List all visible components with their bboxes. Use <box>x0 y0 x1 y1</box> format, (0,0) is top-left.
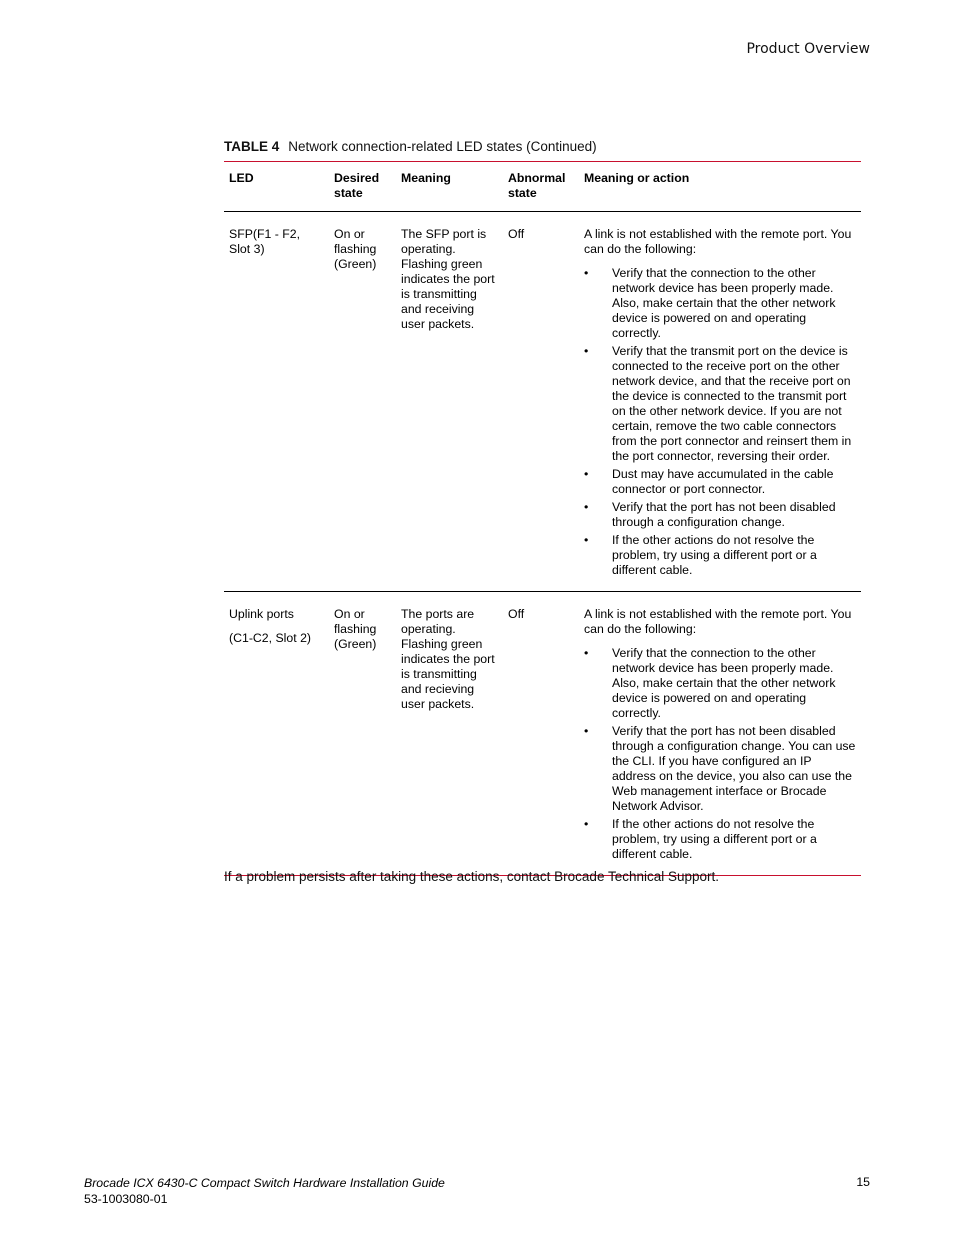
bullet-icon: • <box>584 646 589 660</box>
action-text: Verify that the port has not been disabled through a configuration change. You can use the CLI. If you have configured an IP address on the device, you also can use the Web management interface or Brocade Network Advisor. <box>612 724 856 813</box>
led-name: SFP(F1 - F2, Slot 3) <box>229 227 301 256</box>
bullet-icon: • <box>584 500 589 514</box>
table-label: TABLE 4 <box>224 139 280 154</box>
column-header-abnormal-state: Abnormal state <box>508 171 566 200</box>
action-list <box>584 266 856 578</box>
column-header-meaning: Meaning <box>401 171 451 185</box>
bullet-icon: • <box>584 344 589 358</box>
cell-meaning-or-action <box>579 212 861 592</box>
action-item <box>584 533 856 578</box>
page-number: 15 <box>856 1175 870 1189</box>
running-header: Product Overview <box>746 41 870 57</box>
action-intro: A link is not established with the remote port. You can do the following: <box>584 607 852 636</box>
action-intro: A link is not established with the remote port. You can do the following: <box>584 227 852 256</box>
action-list <box>584 646 856 862</box>
cell-meaning: The ports are operating. Flashing green indicates the port is transmitting and recieving user packets. <box>401 607 495 711</box>
action-text: Dust may have accumulated in the cable connector or port connector. <box>612 467 834 496</box>
cell-led <box>224 212 329 592</box>
action-text: Verify that the port has not been disabled through a configuration change. <box>612 500 836 529</box>
footer-guide-title: Brocade ICX 6430-C Compact Switch Hardware Installation Guide <box>84 1176 445 1190</box>
action-item <box>584 344 856 464</box>
action-text: Verify that the connection to the other network device has been properly made. Also, make certain that the other network device is powered on and operating correctly. <box>612 266 836 340</box>
table-row <box>224 592 861 876</box>
cell-meaning-or-action <box>579 592 861 876</box>
led-name: Uplink ports <box>229 607 294 621</box>
footer-doc-number: 53-1003080-01 <box>84 1192 168 1206</box>
action-text: If the other actions do not resolve the problem, try using a different port or a different cable. <box>612 533 817 577</box>
footer <box>84 1175 445 1207</box>
table-header-row <box>224 162 861 212</box>
column-header-meaning-or-action: Meaning or action <box>584 171 690 185</box>
cell-abnormal-state: Off <box>508 607 525 621</box>
action-item <box>584 724 856 814</box>
action-item <box>584 467 856 497</box>
action-text: Verify that the transmit port on the device is connected to the receive port on the other network device, and that the receive port on the device is connected to the transmit port on the other network device. If you are not certain, remove the two cable connectors from the port connector and reinsert them in the port connector, reversing their order. <box>612 344 852 463</box>
table-caption <box>224 139 597 154</box>
table-title: Network connection-related LED states (Continued) <box>288 139 597 154</box>
column-header-led: LED <box>229 171 254 185</box>
led-states-table <box>224 161 861 876</box>
bullet-icon: • <box>584 533 589 547</box>
support-note: If a problem persists after taking these actions, contact Brocade Technical Support. <box>224 869 720 884</box>
action-item <box>584 817 856 862</box>
bullet-icon: • <box>584 266 589 280</box>
cell-meaning: The SFP port is operating. Flashing green indicates the port is transmitting and receiving user packets. <box>401 227 495 331</box>
action-item <box>584 266 856 341</box>
action-item <box>584 500 856 530</box>
cell-abnormal-state: Off <box>508 227 525 241</box>
bullet-icon: • <box>584 724 589 738</box>
table-row <box>224 212 861 592</box>
cell-led <box>224 592 329 876</box>
cell-desired-state: On or flashing (Green) <box>334 607 377 651</box>
action-text: If the other actions do not resolve the problem, try using a different port or a different cable. <box>612 817 817 861</box>
action-item <box>584 646 856 721</box>
bullet-icon: • <box>584 467 589 481</box>
column-header-desired-state: Desired state <box>334 171 380 200</box>
cell-desired-state: On or flashing (Green) <box>334 227 377 271</box>
bullet-icon: • <box>584 817 589 831</box>
led-location: (C1-C2, Slot 2) <box>229 631 312 645</box>
action-text: Verify that the connection to the other network device has been properly made. Also, make certain that the other network device is powered on and operating correctly. <box>612 646 836 720</box>
